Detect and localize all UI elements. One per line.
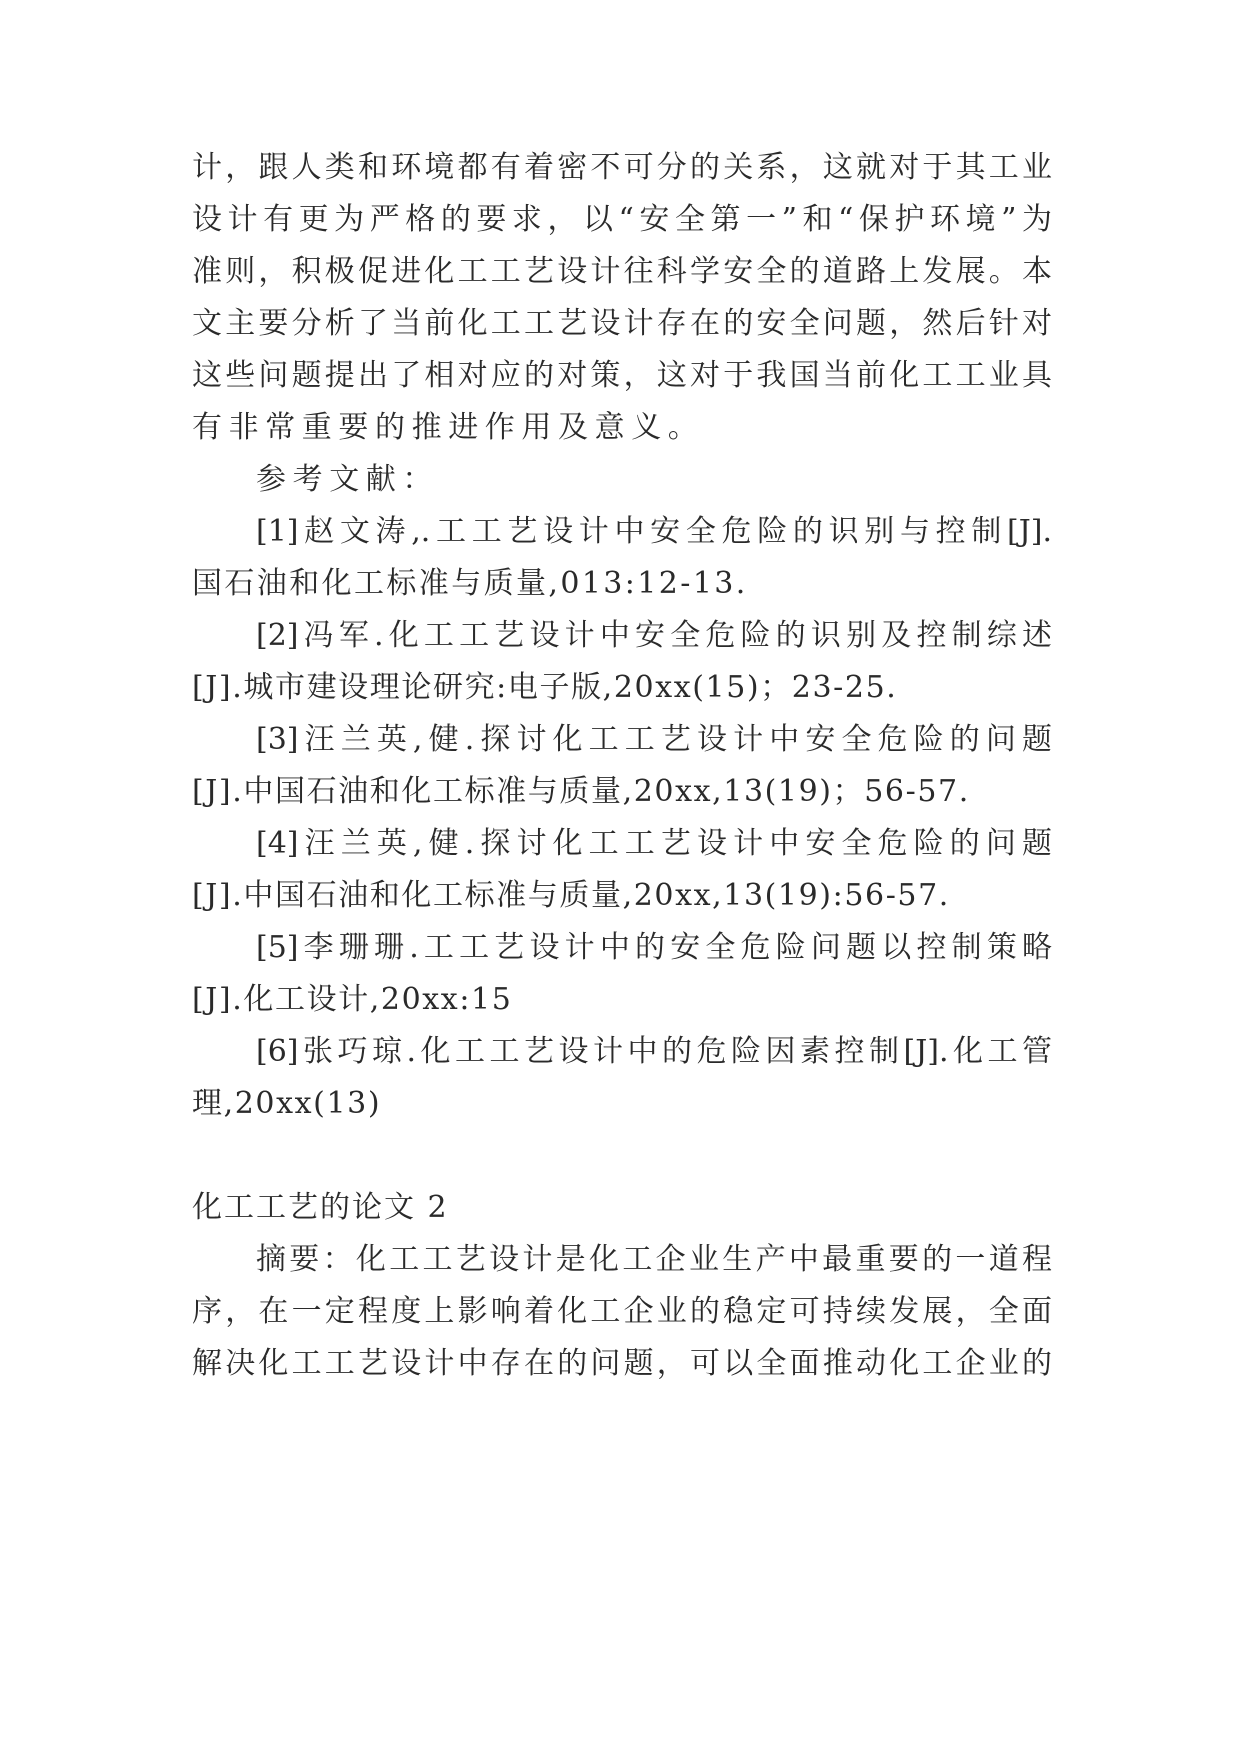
intro-line: 计，跟人类和环境都有着密不可分的关系，这就对于其工业: [192, 150, 1052, 185]
reference-line: 理,20xx(13): [192, 1086, 382, 1121]
reference-line: [4]汪兰英,健.探讨化工工艺设计中安全危险的问题: [256, 826, 1052, 861]
reference-line: [3]汪兰英,健.探讨化工工艺设计中安全危险的问题: [256, 722, 1052, 757]
abstract-line: 解决化工工艺设计中存在的问题，可以全面推动化工企业的: [192, 1346, 1052, 1381]
intro-line: 设计有更为严格的要求，以“安全第一”和“保护环境”为: [192, 202, 1052, 237]
reference-line: 国石油和化工标准与质量,013:12-13.: [192, 566, 748, 601]
reference-line: [J].城市建设理论研究:电子版,20xx(15)；23-25.: [192, 670, 898, 705]
intro-line: 文主要分析了当前化工工艺设计存在的安全问题，然后针对: [192, 306, 1052, 341]
references-heading: 参考文献：: [256, 462, 439, 497]
intro-line: 这些问题提出了相对应的对策，这对于我国当前化工工业具: [192, 358, 1052, 393]
abstract-line: 摘要：化工工艺设计是化工企业生产中最重要的一道程: [256, 1242, 1052, 1277]
abstract-line: 序，在一定程度上影响着化工企业的稳定可持续发展，全面: [192, 1294, 1052, 1329]
intro-line: 有非常重要的推进作用及意义。: [192, 410, 705, 445]
reference-line: [2]冯军.化工工艺设计中安全危险的识别及控制综述: [256, 618, 1052, 653]
reference-line: [5]李珊珊.工工艺设计中的安全危险问题以控制策略: [256, 930, 1052, 965]
reference-line: [J].中国石油和化工标准与质量,20xx,13(19):56-57.: [192, 878, 950, 913]
section-title: 化工工艺的论文 2: [192, 1190, 449, 1225]
reference-line: [1]赵文涛,.工工艺设计中安全危险的识别与控制[J].: [256, 514, 1052, 549]
reference-line: [J].化工设计,20xx:15: [192, 982, 513, 1017]
reference-line: [J].中国石油和化工标准与质量,20xx,13(19)；56-57.: [192, 774, 970, 809]
intro-line: 准则，积极促进化工工艺设计往科学安全的道路上发展。本: [192, 254, 1052, 289]
reference-line: [6]张巧琼.化工工艺设计中的危险因素控制[J].化工管: [256, 1034, 1052, 1069]
